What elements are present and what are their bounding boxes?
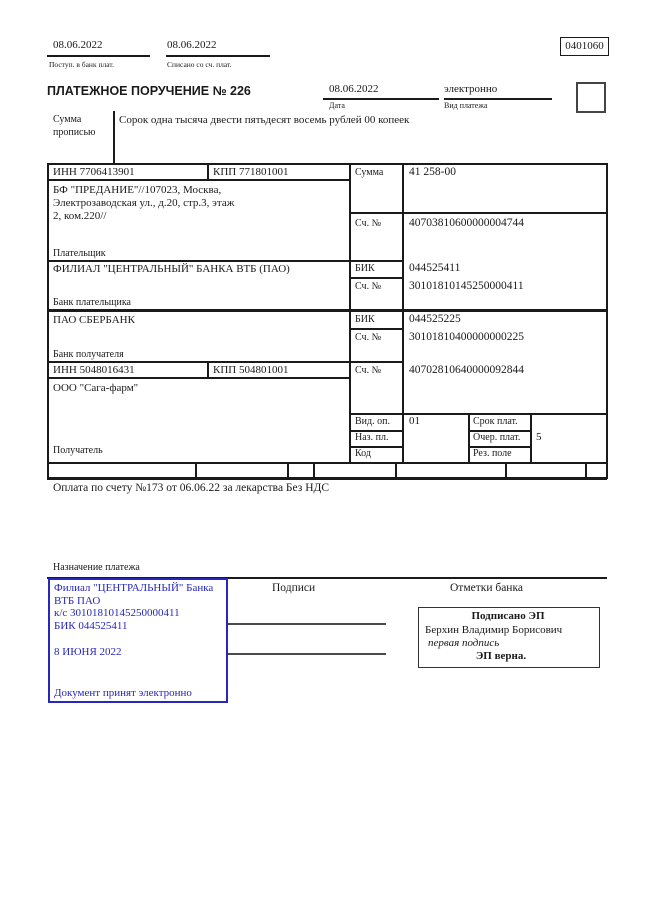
stamp-date: 8 ИЮНЯ 2022: [54, 646, 122, 658]
divider-line: [195, 462, 197, 478]
divider-line: [349, 212, 607, 214]
code-label: Код: [355, 448, 371, 459]
divider-line: [585, 462, 587, 478]
payer-bank-label: Банк плательщика: [53, 297, 131, 308]
payment-type-label: Вид платежа: [444, 101, 488, 110]
amount-words-label-1: Сумма: [53, 114, 82, 125]
received-in-bank-date: 08.06.2022: [53, 39, 103, 51]
debited-from-account-label: Списано со сч. плат.: [167, 60, 232, 69]
divider-line: [287, 462, 289, 478]
table-border-right: [606, 163, 608, 479]
payer-name-line: 2, ком.220//: [53, 210, 107, 222]
esign-title: Подписано ЭП: [471, 610, 545, 622]
divider-line: [166, 55, 270, 57]
empty-checkbox: [576, 82, 606, 113]
amount-words-label-2: прописью: [53, 127, 96, 138]
payer-account-value: 40703810600000004744: [409, 217, 524, 229]
payee-bank-account-label: Сч. №: [355, 332, 382, 343]
stamp-accepted-note: Документ принят электронно: [54, 687, 192, 699]
stamp-bank-name-line: ВТБ ПАО: [54, 595, 101, 607]
divider-line: [349, 163, 351, 462]
esign-verified: ЭП верна.: [475, 650, 527, 662]
purpose-code-label: Наз. пл.: [355, 432, 389, 443]
signatures-label: Подписи: [272, 582, 316, 594]
divider-line: [349, 277, 402, 279]
divider-line: [402, 163, 404, 462]
payer-kpp: КПП 771801001: [213, 166, 289, 178]
signature-line: [228, 623, 386, 625]
divider-line: [47, 179, 349, 181]
payer-account-label: Сч. №: [355, 218, 382, 229]
table-border-bottom: [47, 477, 607, 480]
table-border-top: [47, 163, 607, 165]
payment-purpose-label: Назначение платежа: [53, 562, 140, 573]
payer-bank-account-value: 30101810145250000411: [409, 280, 524, 292]
divider-line: [530, 413, 532, 462]
payee-inn: ИНН 5048016431: [53, 364, 135, 376]
payee-account-label: Сч. №: [355, 365, 382, 376]
op-type-value: 01: [409, 415, 420, 427]
payer-inn: ИНН 7706413901: [53, 166, 135, 178]
divider-line: [207, 361, 209, 378]
form-code-box: 0401060: [560, 37, 609, 56]
priority-label: Очер. плат.: [473, 432, 521, 443]
stamp-bik: БИК 044525411: [54, 620, 128, 632]
divider-line: [323, 98, 439, 100]
due-date-label: Срок плат.: [473, 416, 518, 427]
date-label: Дата: [329, 101, 345, 110]
payer-bank-name: ФИЛИАЛ "ЦЕНТРАЛЬНЫЙ" БАНКА ВТБ (ПАО): [53, 263, 290, 275]
payment-type-value: электронно: [444, 83, 498, 95]
op-type-label: Вид. оп.: [355, 416, 390, 427]
divider-line: [349, 328, 402, 330]
divider-line: [349, 413, 607, 415]
divider-line: [313, 462, 315, 478]
document-title: ПЛАТЕЖНОЕ ПОРУЧЕНИЕ № 226: [47, 84, 251, 98]
divider-line: [47, 309, 607, 312]
divider-line: [47, 377, 349, 379]
table-border-left: [47, 163, 49, 479]
divider-line: [444, 98, 552, 100]
divider-line: [47, 55, 150, 57]
esign-note: первая подпись: [428, 637, 500, 649]
divider-line: [395, 462, 397, 478]
divider-line: [468, 413, 470, 462]
payer-label: Плательщик: [53, 248, 106, 259]
amount-in-words-value: Сорок одна тысяча двести пятьдесят восемь рублей 00 копеек: [119, 114, 410, 126]
payee-bank-bik-label: БИК: [355, 314, 375, 325]
payee-bank-account-value: 30101810400000000225: [409, 331, 524, 343]
payee-bank-bik-value: 044525225: [409, 313, 461, 325]
payer-name-line: БФ "ПРЕДАНИЕ"//107023, Москва,: [53, 184, 222, 196]
divider-line: [47, 462, 607, 464]
payer-bank-bik-value: 044525411: [409, 262, 461, 274]
divider-line: [207, 163, 209, 180]
payer-bank-bik-label: БИК: [355, 263, 375, 274]
signature-line: [228, 653, 386, 655]
payer-bank-account-label: Сч. №: [355, 281, 382, 292]
stamp-corr-account: к/с 30101810145250000411: [54, 607, 180, 619]
stamp-bank-name-line: Филиал "ЦЕНТРАЛЬНЫЙ" Банка: [54, 582, 214, 594]
divider-line: [113, 111, 115, 163]
payment-purpose-text: Оплата по счету №173 от 06.06.22 за лекарства Без НДС: [53, 482, 330, 494]
divider-line: [505, 462, 507, 478]
payee-account-value: 40702810640000092844: [409, 364, 524, 376]
payer-name-line: Электрозаводская ул., д.20, стр.3, этаж: [53, 197, 235, 209]
document-date: 08.06.2022: [329, 83, 379, 95]
payee-kpp: КПП 504801001: [213, 364, 289, 376]
payee-name: ООО "Сага-фарм": [53, 382, 139, 394]
payee-bank-label: Банк получателя: [53, 349, 124, 360]
priority-value: 5: [536, 431, 542, 443]
reserve-field-label: Рез. поле: [473, 448, 512, 459]
debited-from-account-date: 08.06.2022: [167, 39, 217, 51]
esign-signer-name: Берхин Владимир Борисович: [425, 624, 563, 636]
sum-label: Сумма: [355, 167, 384, 178]
bank-marks-label: Отметки банка: [450, 582, 523, 594]
received-in-bank-label: Поступ. в банк плат.: [49, 60, 114, 69]
payee-bank-name: ПАО СБЕРБАНК: [53, 314, 135, 326]
sum-value: 41 258-00: [409, 166, 456, 178]
payee-label: Получатель: [53, 445, 103, 456]
